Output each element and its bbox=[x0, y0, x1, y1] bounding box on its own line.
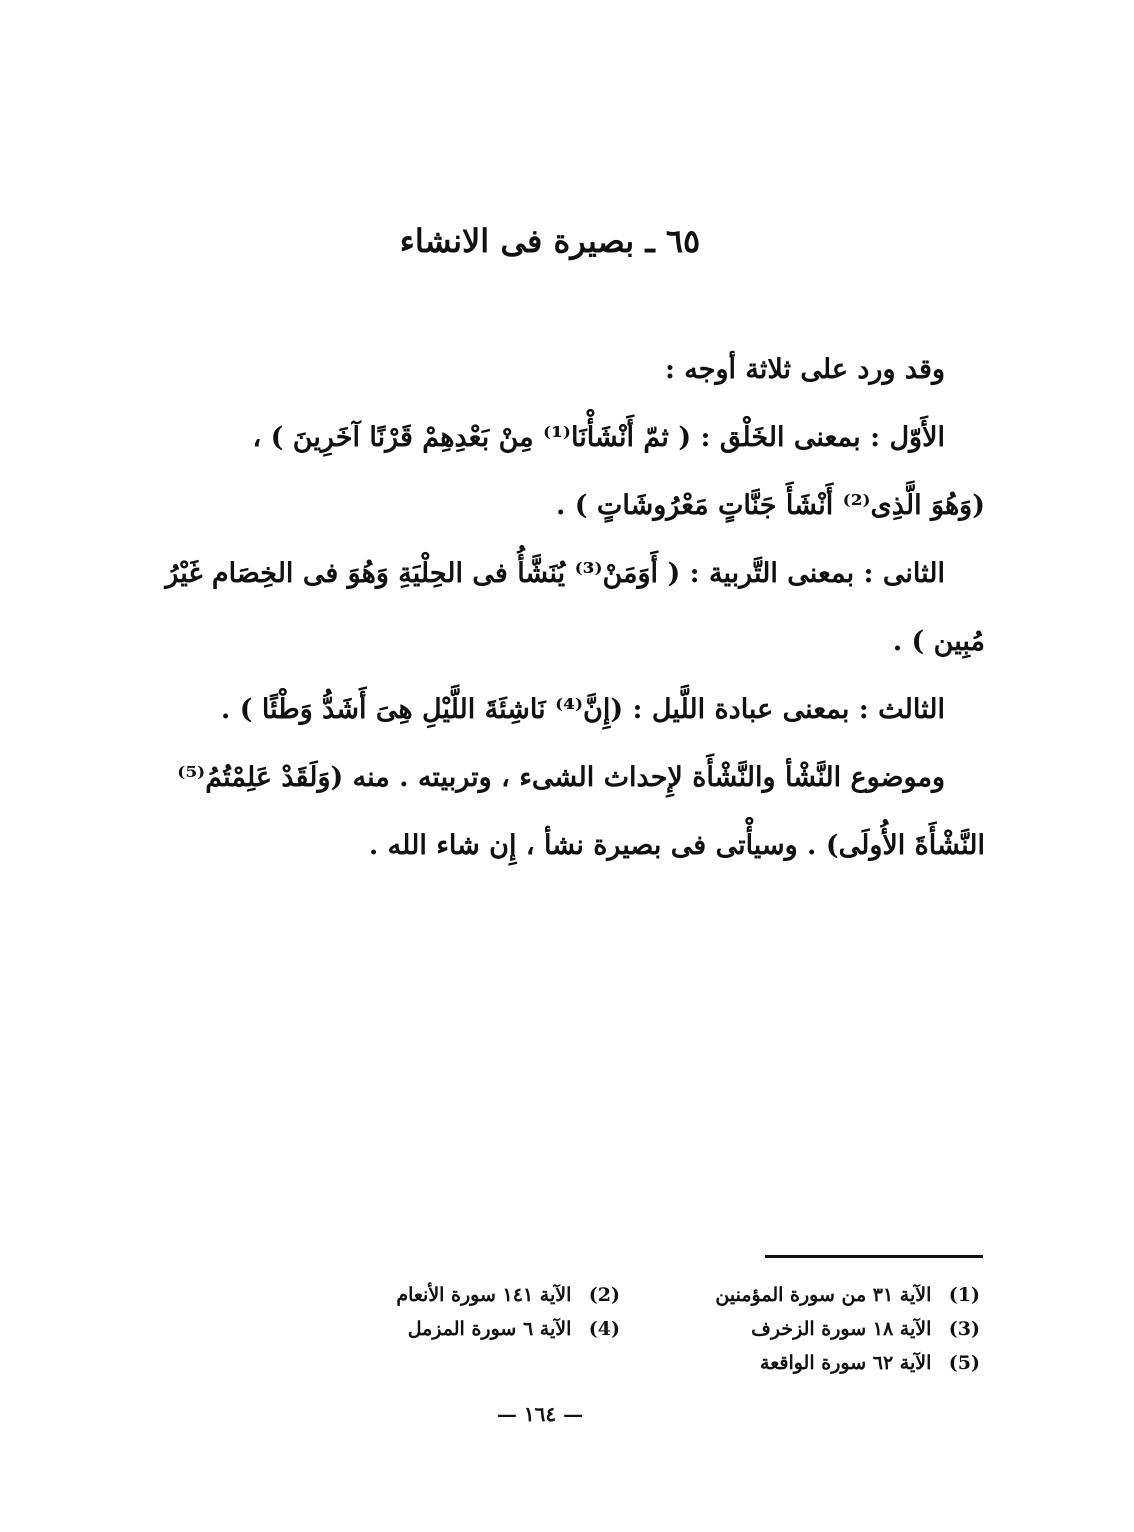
body-line: مُبِين ) . bbox=[892, 626, 985, 657]
footnote bbox=[260, 1346, 620, 1380]
footnote-row bbox=[250, 1346, 980, 1380]
footnote-number: (1) bbox=[948, 1284, 980, 1306]
footnote-text: الآية ٦ سورة المزمل bbox=[407, 1318, 572, 1340]
footnote-number: (2) bbox=[588, 1284, 620, 1306]
footnote-text: الآية ١٨ سورة الزخرف bbox=[751, 1318, 932, 1340]
footnote-number: (5) bbox=[948, 1352, 980, 1374]
footnote bbox=[620, 1278, 980, 1312]
body-line: الأَوّل : بمعنى الخَلْق : ( ثمّ أَنْشَأْنَا⁽¹⁾ مِنْ بَعْدِهِمْ قَرْنًا آخَرِينَ ) ، bbox=[252, 422, 945, 453]
body-line: الثانى : بمعنى التَّربية : ( أَوَمَنْ⁽³⁾ يُنَشَّأُ فى الحِلْيَةِ وَهُوَ فى الخِصَام غَيْرُ bbox=[165, 558, 945, 589]
body-line: وقد ورد على ثلاثة أوجه : bbox=[664, 354, 945, 385]
footnote-row bbox=[250, 1278, 980, 1312]
body-text bbox=[150, 336, 985, 880]
body-line: النَّشْأَةَ الأُولَى) . وسيأْتى فى بصيرة نشأ ، إِن شاء الله . bbox=[368, 830, 985, 861]
body-line: وموضوع النَّشْأ والنَّشْأَة لإِحداث الشىء ، وتربيته . منه (وَلَقَدْ عَلِمْتُمُ⁽⁵⁾ bbox=[177, 762, 945, 793]
body-line: الثالث : بمعنى عبادة اللَّيل : (إِنَّ⁽⁴⁾ نَاشِئَةَ اللَّيْلِ هِىَ أَشَدُّ وَطْئًا ) . bbox=[220, 694, 945, 725]
page-number: — ١٦٤ — bbox=[496, 1402, 584, 1426]
footnote-number: (3) bbox=[948, 1318, 980, 1340]
section-title: ٦٥ ـ بصيرة فى الانشاء bbox=[399, 222, 701, 260]
footnote-text: الآية ٣١ من سورة المؤمنين bbox=[715, 1284, 932, 1306]
footnotes bbox=[250, 1278, 980, 1380]
footnote bbox=[620, 1312, 980, 1346]
footnote-number: (4) bbox=[588, 1318, 620, 1340]
footnote bbox=[620, 1346, 980, 1380]
footnote-row bbox=[250, 1312, 980, 1346]
footnote-text: الآية ٦٢ سورة الواقعة bbox=[760, 1352, 932, 1374]
footnote bbox=[260, 1278, 620, 1312]
footnote-divider bbox=[765, 1255, 983, 1258]
body-line: (وَهُوَ الَّذِى⁽²⁾ أَنْشَأَ جَنَّاتٍ مَعْرُوشَاتٍ ) . bbox=[555, 490, 985, 521]
footnote bbox=[260, 1312, 620, 1346]
footnote-text: الآية ١٤١ سورة الأنعام bbox=[396, 1284, 572, 1306]
